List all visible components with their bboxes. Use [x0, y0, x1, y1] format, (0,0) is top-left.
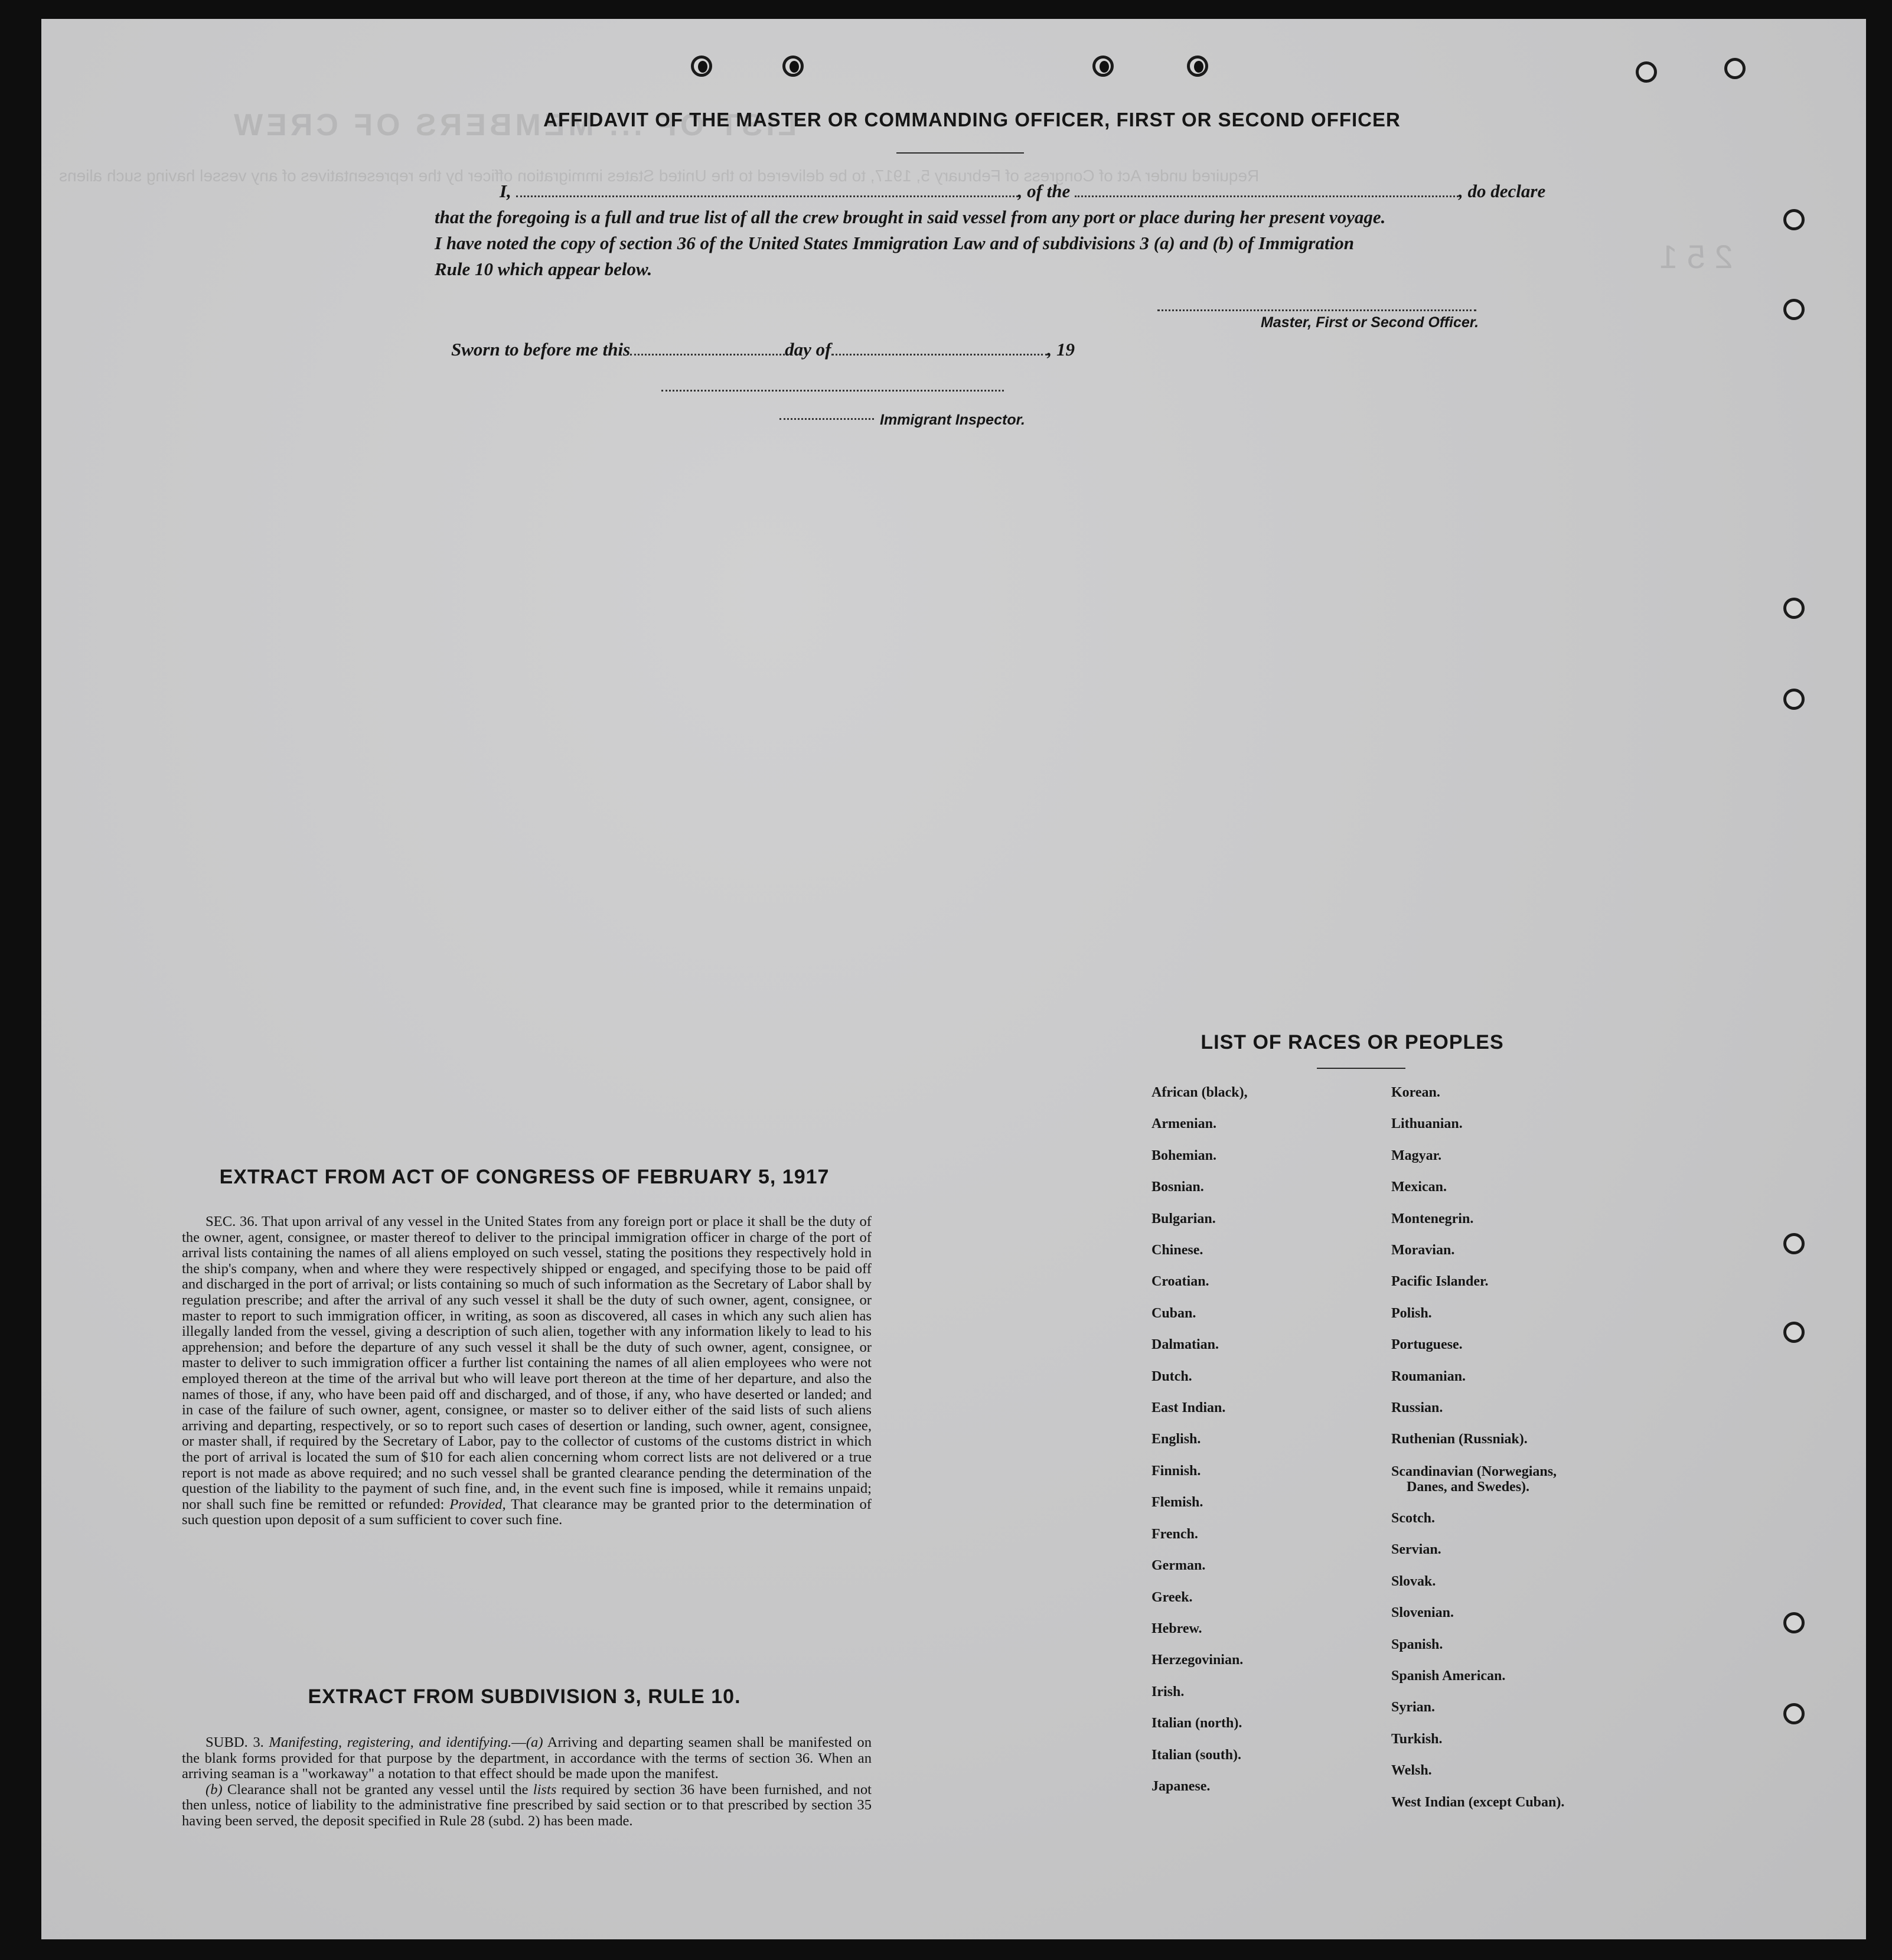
- race-item: Danes, and Swedes).: [1407, 1479, 1530, 1495]
- race-item: Mexican.: [1391, 1179, 1447, 1195]
- race-item: West Indian (except Cuban).: [1391, 1794, 1565, 1810]
- races-heading: LIST OF RACES OR PEOPLES: [1201, 1031, 1504, 1054]
- punch-hole: [691, 56, 712, 77]
- part-b-post: required by section 36 have been furnished, and not then unless, notice of liability to the administrative fine prescribed by said section or to that prescribed by section 35 having been served, the deposit specified in Rule 28 (subd. 2) has been made.: [182, 1781, 872, 1829]
- race-item: Russian.: [1391, 1400, 1443, 1416]
- race-item: African (black),: [1151, 1085, 1248, 1100]
- sworn-label: Sworn to before me this: [451, 339, 631, 360]
- punch-hole: [1783, 689, 1805, 710]
- race-item: Welsh.: [1391, 1763, 1432, 1779]
- race-item: Spanish American.: [1391, 1668, 1506, 1684]
- race-item: German.: [1151, 1558, 1206, 1574]
- race-item: Hebrew.: [1151, 1620, 1202, 1636]
- races-column-1: [1151, 1077, 1248, 1802]
- race-item: Roumanian.: [1391, 1368, 1466, 1384]
- act-section-36-text: [182, 1214, 872, 1528]
- inspector-signature-line[interactable]: [661, 390, 1004, 392]
- subd-label: SUBD. 3.: [205, 1734, 264, 1750]
- race-item: Dalmatian.: [1151, 1337, 1219, 1353]
- punch-hole: [1187, 56, 1208, 77]
- rule-heading: EXTRACT FROM SUBDIVISION 3, RULE 10.: [308, 1685, 741, 1708]
- race-item: Scotch.: [1391, 1510, 1435, 1526]
- race-item: English.: [1151, 1431, 1201, 1447]
- race-item: Slovak.: [1391, 1573, 1436, 1589]
- bleed-through-page-number: 2 5 1: [1659, 238, 1733, 275]
- affidavit-line-3: I have noted the copy of section 36 of the United States Immigration Law and of subdivisions 3 (a) and (b) of Immigration: [435, 233, 1354, 253]
- race-item: Syrian.: [1391, 1700, 1436, 1716]
- races-column-2: [1391, 1077, 1564, 1818]
- punch-hole: [782, 56, 804, 77]
- day-blank[interactable]: [630, 338, 785, 356]
- part-b-pre: Clearance shall not be granted any vessel until the: [227, 1781, 529, 1798]
- race-item: Moravian.: [1391, 1242, 1455, 1258]
- punch-hole: [1636, 61, 1657, 83]
- punch-hole: [1092, 56, 1114, 77]
- race-item: Bosnian.: [1151, 1179, 1204, 1195]
- affidavit-title: AFFIDAVIT OF THE MASTER OR COMMANDING OFFICER, FIRST OR SECOND OFFICER: [543, 109, 1401, 131]
- month-blank[interactable]: [831, 338, 1048, 356]
- race-item: Montenegrin.: [1391, 1211, 1474, 1227]
- affidavit-line-2: that the foregoing is a full and true list of all the crew brought in said vessel from any port or place during her present voyage.: [435, 207, 1386, 227]
- race-item: Chinese.: [1151, 1242, 1203, 1258]
- part-b-lists: lists: [533, 1781, 557, 1798]
- race-item: Spanish.: [1391, 1636, 1443, 1652]
- punch-hole: [1783, 209, 1805, 230]
- race-item: East Indian.: [1151, 1400, 1226, 1416]
- punch-hole: [1783, 299, 1805, 320]
- inspector-label: Immigrant Inspector.: [880, 412, 1025, 428]
- form-number-faint: [65, 1915, 183, 1920]
- title-divider: [896, 152, 1024, 154]
- race-item: Ruthenian (Russniak).: [1391, 1431, 1528, 1447]
- act-heading: EXTRACT FROM ACT OF CONGRESS OF FEBRUARY 5, 1917: [219, 1166, 830, 1188]
- race-item: Italian (north).: [1151, 1716, 1242, 1731]
- affidavit-declare: , do declare: [1459, 181, 1546, 201]
- punch-hole: [1783, 598, 1805, 619]
- race-item: Flemish.: [1151, 1495, 1203, 1511]
- race-item: Herzegovinian.: [1151, 1652, 1244, 1668]
- race-item: Portuguese.: [1391, 1337, 1463, 1353]
- act-text-end: That clearance may be granted prior to the determination of such question upon deposit of a sum sufficient to cover such fine.: [182, 1496, 872, 1528]
- affidavit-of-the: , of the: [1017, 181, 1071, 201]
- race-item: Italian (south).: [1151, 1747, 1242, 1763]
- race-item: Magyar.: [1391, 1147, 1442, 1163]
- rule-text: SUBD. 3. Manifesting, registering, and identifying.—(a) Arriving and departing seamen shall be manifested on the blank forms provided for that purpose by the department, in accordance with the terms of section 36. When an arriving seaman is a "workaway" a notation to that effect should be made upon the manifest. (b) Clearance shall not be granted any vessel until the lists required by section 36 have been furnished, and not then unless, notice of liability to the administrative fine prescribed by said section or to that prescribed by section 35 having been served, the deposit specified in Rule 28 (subd. 2) has been made.: [182, 1734, 872, 1829]
- race-item: Finnish.: [1151, 1463, 1201, 1479]
- document-page: [41, 19, 1866, 1939]
- part-a-text: Arriving and departing seamen shall be manifested on the blank forms provided for that purpose by the department, in accordance with the terms of section 36. When an arriving seaman is a "workaway" a notation to that effect should be made upon the manifest.: [182, 1734, 872, 1782]
- race-item: Bohemian.: [1151, 1147, 1217, 1163]
- race-item: Irish.: [1151, 1684, 1185, 1700]
- races-divider: [1317, 1068, 1405, 1069]
- race-item: Korean.: [1391, 1085, 1440, 1100]
- name-blank[interactable]: [516, 180, 1018, 197]
- race-item: Bulgarian.: [1151, 1211, 1216, 1227]
- punch-hole: [1724, 58, 1746, 79]
- race-item: Japanese.: [1151, 1778, 1211, 1794]
- affidavit-i: I,: [500, 181, 511, 201]
- inspector-leader-dots: [779, 418, 874, 420]
- punch-hole: [1783, 1233, 1805, 1254]
- year-prefix: , 19: [1047, 339, 1075, 360]
- master-signature-label: Master, First or Second Officer.: [1261, 314, 1479, 331]
- race-item: Slovenian.: [1391, 1605, 1454, 1621]
- race-item: Lithuanian.: [1391, 1116, 1463, 1132]
- affidavit-line-4: Rule 10 which appear below.: [435, 259, 653, 279]
- race-item: Polish.: [1391, 1305, 1432, 1321]
- race-item: Armenian.: [1151, 1116, 1216, 1132]
- bleed-through-title: LIST OF ... MEMBERS OF CREW: [230, 108, 797, 142]
- race-item: Dutch.: [1151, 1368, 1192, 1384]
- vessel-blank[interactable]: [1075, 180, 1459, 197]
- affidavit-body: [435, 178, 1568, 282]
- punch-hole: [1783, 1703, 1805, 1724]
- act-text: SEC. 36. That upon arrival of any vessel in the United States from any foreign port or place it shall be the duty of the owner, agent, consignee, or master thereof to deliver to the principal immigration officer in charge of the port of arrival lists containing the names of all aliens employed on such vessel, stating the positions they respectively hold in the ship's company, when and where they were respectively shipped or engaged, and specifying those to be paid off and discharged in the port of arrival; or lists containing so much of such information as the Secretary of Labor shall by regulation prescribe; and after the arrival of any such vessel it shall be the duty of such owner, agent, consignee, or master to report to such immigration officer, in writing, as soon as discovered, all cases in which any such alien has illegally landed from the vessel, giving a description of such alien, together with any information likely to lead to his apprehension; and before the departure of any such vessel it shall be the duty of such owner, agent, consignee, or master to deliver to such immigration officer a further list containing the names of all alien employees who were not employed thereon at the time of the arrival but who will leave port thereon at the time of her departure, and also the names of those, if any, who have been paid off and discharged, and of those, if any, who have deserted or landed; and in case of the failure of such owner, agent, consignee, or master so to deliver either of the said lists of such aliens arriving and departing, respectively, or so to report such cases of desertion or landing, such owner, agent, consignee, or master shall, if required by the Secretary of Labor, pay to the collector of customs of the customs district in which the port of arrival is located the sum of $10 for each alien concerning whom correct lists are not delivered or a true report is not made as above required; and no such vessel shall be granted clearance pending the determination of the question of the liability to the payment of such fine, and, in the event such fine is imposed, while it remains unpaid; nor shall such fine be remitted or refunded:: [182, 1214, 872, 1512]
- race-item: Cuban.: [1151, 1305, 1196, 1321]
- race-item: Turkish.: [1391, 1731, 1443, 1747]
- day-of-label: day of: [785, 339, 831, 360]
- punch-hole: [1783, 1612, 1805, 1633]
- race-item: Croatian.: [1151, 1274, 1209, 1290]
- sworn-line: [451, 337, 1075, 363]
- race-item: French.: [1151, 1526, 1198, 1542]
- race-item: Scandinavian (Norwegians,: [1391, 1463, 1557, 1479]
- race-item: Pacific Islander.: [1391, 1274, 1489, 1290]
- part-a-label: (a): [526, 1734, 543, 1750]
- punch-hole: [1783, 1322, 1805, 1343]
- part-b-label: (b): [205, 1781, 223, 1798]
- provided-label: Provided,: [449, 1496, 506, 1512]
- subd-title: Manifesting, registering, and identifying.: [269, 1734, 512, 1750]
- race-item: Servian.: [1391, 1542, 1441, 1558]
- race-item: Greek.: [1151, 1589, 1193, 1605]
- master-signature-line[interactable]: [1157, 309, 1476, 311]
- bleed-through-subtitle: Required under Act of Congress of February 5, 1917, to be delivered to the United States immigration officer by the representatives of any vessel having such aliens: [59, 167, 1260, 185]
